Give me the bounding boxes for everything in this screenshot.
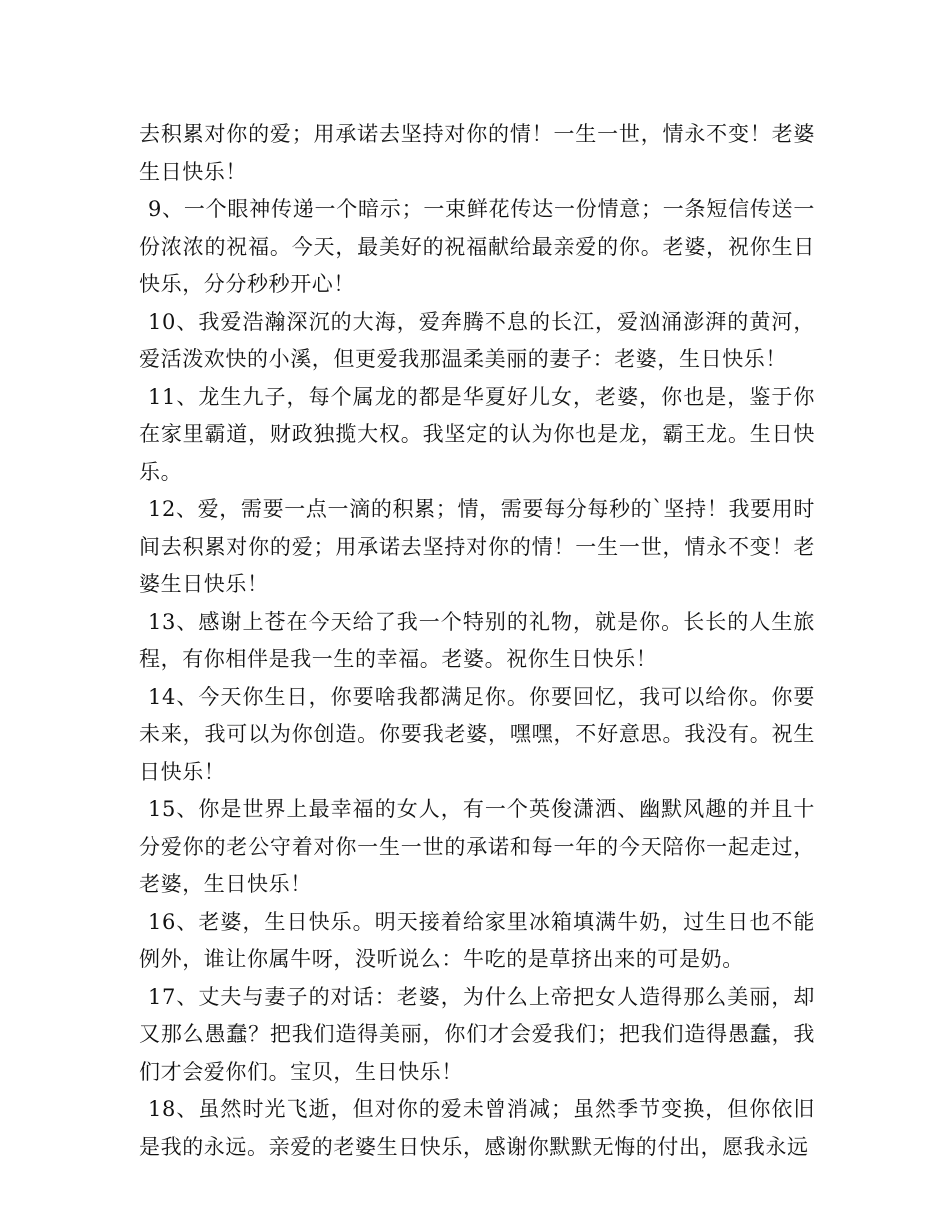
paragraph: 11、龙生九子，每个属龙的都是华夏好儿女，老婆，你也是，鉴于你在家里霸道，财政独揽大权。我坚定的认为你也是龙，霸王龙。生日快乐。 [139, 384, 815, 484]
document-body [139, 116, 815, 1166]
paragraph: 18、虽然时光飞逝，但对你的爱未曾消减；虽然季节变换，但你依旧是我的永远。亲爱的老婆生日快乐，感谢你默默无悔的付出，愿我永远 [139, 1097, 815, 1159]
paragraph: 去积累对你的爱；用承诺去坚持对你的情！一生一世，情永不变！老婆生日快乐！ [139, 122, 815, 184]
paragraph: 13、感谢上苍在今天给了我一个特别的礼物，就是你。长长的人生旅程，有你相伴是我一生的幸福。老婆。祝你生日快乐！ [139, 609, 815, 671]
paragraph: 9、一个眼神传递一个暗示；一束鲜花传达一份情意；一条短信传送一份浓浓的祝福。今天，最美好的祝福献给最亲爱的你。老婆，祝你生日快乐，分分秒秒开心！ [139, 197, 815, 296]
paragraph: 12、爱，需要一点一滴的积累；情，需要每分每秒的`坚持！我要用时间去积累对你的爱；用承诺去坚持对你的情！一生一世，情永不变！老婆生日快乐！ [139, 497, 815, 596]
paragraph: 17、丈夫与妻子的对话：老婆，为什么上帝把女人造得那么美丽，却又那么愚蠢？把我们造得美丽，你们才会爱我们；把我们造得愚蠢，我们才会爱你们。宝贝，生日快乐！ [139, 984, 815, 1084]
paragraph: 16、老婆，生日快乐。明天接着给家里冰箱填满牛奶，过生日也不能例外，谁让你属牛呀，没听说么：牛吃的是草挤出来的可是奶。 [139, 909, 815, 971]
paragraph: 15、你是世界上最幸福的女人，有一个英俊潇洒、幽默风趣的并且十分爱你的老公守着对你一生一世的承诺和每一年的今天陪你一起走过，老婆，生日快乐！ [139, 797, 815, 896]
paragraph: 14、今天你生日，你要啥我都满足你。你要回忆，我可以给你。你要未来，我可以为你创造。你要我老婆，嘿嘿，不好意思。我没有。祝生日快乐！ [139, 684, 815, 784]
paragraph: 10、我爱浩瀚深沉的大海，爱奔腾不息的长江，爱汹涌澎湃的黄河，爱活泼欢快的小溪，但更爱我那温柔美丽的妻子：老婆，生日快乐！ [139, 309, 815, 371]
